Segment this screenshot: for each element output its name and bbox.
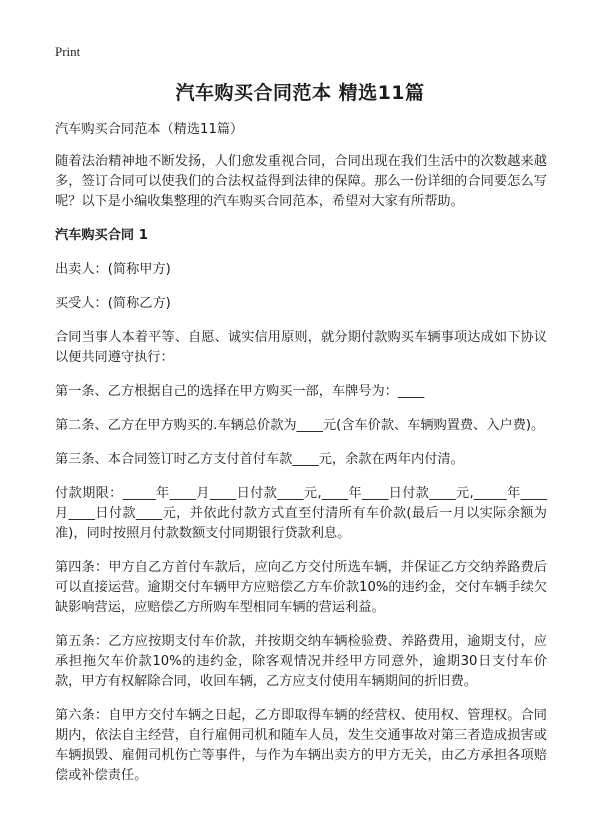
article-5: 第五条：乙方应按期支付车价款，并按期交纳车辆检验费、养路费用，逾期支付，应承担拖欠车价款10%的违约金，除客观情况并经甲方同意外，逾期30日支付车价款，甲方有权解除合同，收回车辆，乙方应支付使用车辆期间的折旧费。: [55, 634, 547, 689]
article-2: 第二条、乙方在甲方购买的.车辆总价款为____元(含车价款、车辆购置费、入户费)。: [55, 418, 545, 433]
section-heading: 汽车购买合同 1: [55, 228, 148, 243]
article-1: 第一条、乙方根据自己的选择在甲方购买一部，车牌号为：____: [55, 384, 425, 399]
article-4: 第四条：甲方自乙方首付车款后，应向乙方交付所选车辆，并保证乙方交纳养路费后可以直接运营。逾期交付车辆甲方应赔偿乙方车价款10%的违约金，交付车辆手续欠缺影响营运，应赔偿乙方所购车型相同车辆的营运利益。: [55, 560, 547, 615]
intro-paragraph: 随着法治精神地不断发扬，人们愈发重视合同，合同出现在我们生活中的次数越来越多，签订合同可以使我们的合法权益得到法律的保障。那么一份详细的合同要怎么写呢？以下是小编收集整理的汽车购买合同范本，希望对大家有所帮助。: [55, 154, 547, 209]
buyer-line: 买受人：(简称乙方): [55, 296, 171, 311]
document-body: [55, 120, 547, 800]
article-3: 第三条、本合同签订时乙方支付首付车款____元，余款在两年内付清。: [55, 452, 464, 467]
article-6: 第六条：自甲方交付车辆之日起，乙方即取得车辆的经营权、使用权、管理权。合同期内，依法自主经营，自行雇佣司机和随车人员，发生交通事故对第三者造成损害或车辆损毁、雇佣司机伤亡等事件，与作为车辆出卖方的甲方无关，由乙方承担各项赔偿或补偿责任。: [55, 708, 547, 783]
payment-terms: 付款期限：_____年____月____日付款____元,____年____日付款____元,_____年____月____日付款____元，并依此付款方式直至付清所有车价款(最后一月以实际余额为准)，同时按照月付款数额支付同期银行贷款利息。: [55, 486, 547, 541]
seller-line: 出卖人：(简称甲方): [55, 262, 171, 277]
preamble-paragraph: 合同当事人本着平等、自愿、诚实信用原则，就分期付款购买车辆事项达成如下协议以便共同遵守执行：: [55, 330, 547, 365]
document-subtitle: 汽车购买合同范本（精选11篇）: [55, 122, 244, 137]
document-title: 汽车购买合同范本 精选11篇: [175, 82, 425, 104]
print-link[interactable]: Print: [55, 44, 81, 59]
